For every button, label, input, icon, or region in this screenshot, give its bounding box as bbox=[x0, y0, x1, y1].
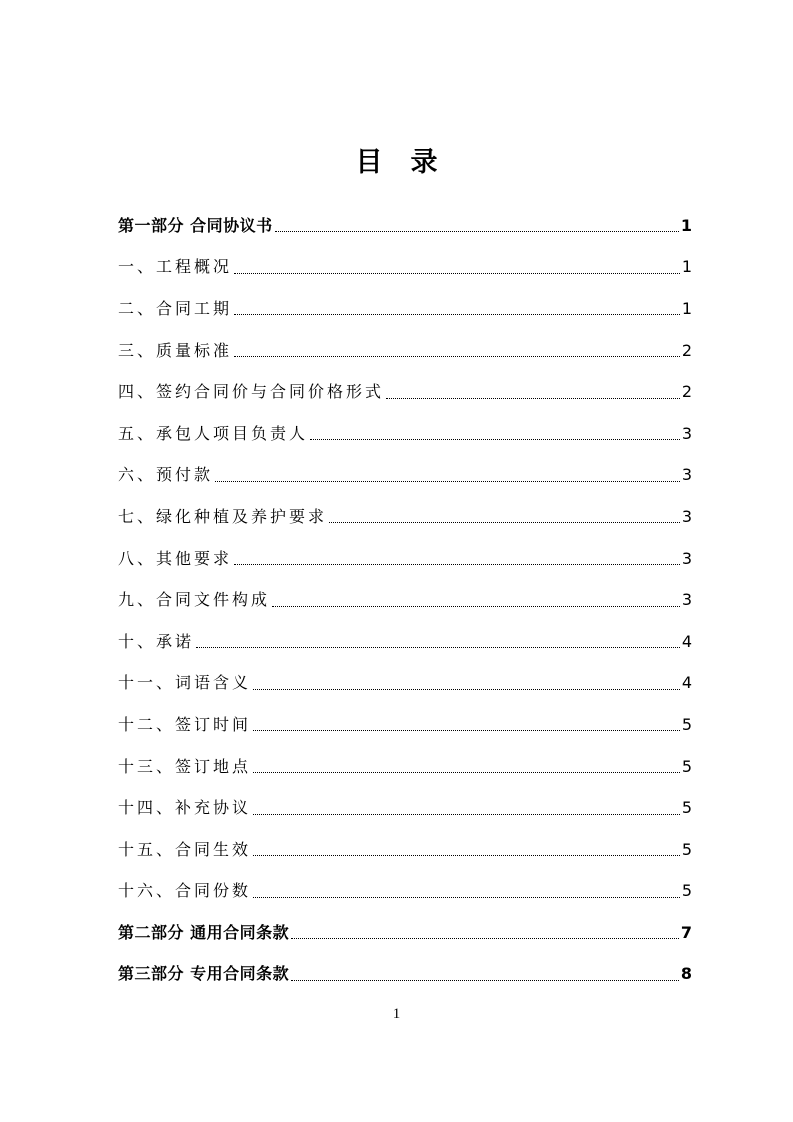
toc-entry[interactable] bbox=[118, 538, 692, 580]
toc-entry-page-number: 8 bbox=[680, 964, 692, 984]
toc-dot-leader bbox=[215, 481, 680, 482]
toc-entry-label: 四、签约合同价与合同价格形式 bbox=[118, 382, 385, 402]
toc-dot-leader bbox=[253, 814, 680, 815]
toc-entry[interactable] bbox=[118, 455, 692, 497]
toc-entry[interactable] bbox=[118, 330, 692, 372]
toc-entry-page-number: 4 bbox=[681, 631, 692, 651]
toc-entry[interactable] bbox=[118, 496, 692, 538]
toc-entry-page-number: 3 bbox=[681, 506, 692, 526]
toc-entry-label: 第三部分 专用合同条款 bbox=[118, 964, 290, 984]
toc-entry-label: 第二部分 通用合同条款 bbox=[118, 922, 290, 942]
toc-entry[interactable] bbox=[118, 579, 692, 621]
toc-dot-leader bbox=[196, 647, 680, 648]
toc-entry-label: 三、质量标准 bbox=[118, 340, 233, 360]
toc-entry[interactable] bbox=[118, 787, 692, 829]
toc-entry-page-number: 5 bbox=[681, 839, 692, 859]
toc-entry[interactable] bbox=[118, 663, 692, 705]
toc-entry-page-number: 1 bbox=[680, 215, 692, 235]
toc-dot-leader bbox=[291, 938, 679, 939]
toc-entry-page-number: 5 bbox=[681, 714, 692, 734]
toc-entry-label: 十一、词语含义 bbox=[118, 673, 252, 693]
toc-dot-leader bbox=[234, 314, 680, 315]
toc-dot-leader bbox=[253, 730, 680, 731]
toc-entry-label: 九、合同文件构成 bbox=[118, 590, 271, 610]
toc-entry[interactable] bbox=[118, 288, 692, 330]
toc-dot-leader bbox=[310, 439, 680, 440]
toc-entry-page-number: 5 bbox=[681, 881, 692, 901]
toc-dot-leader bbox=[253, 897, 680, 898]
toc-entry[interactable] bbox=[118, 247, 692, 289]
toc-entry-label: 五、承包人项目负责人 bbox=[118, 423, 309, 443]
toc-entry-part[interactable] bbox=[118, 954, 692, 996]
toc-entry-page-number: 4 bbox=[681, 673, 692, 693]
toc-entry[interactable] bbox=[118, 621, 692, 663]
toc-entry-part[interactable] bbox=[118, 205, 692, 247]
toc-entry[interactable] bbox=[118, 829, 692, 871]
toc-entry-label: 十三、签订地点 bbox=[118, 756, 252, 776]
toc-entry[interactable] bbox=[118, 871, 692, 913]
toc-entry-label: 十六、合同份数 bbox=[118, 881, 252, 901]
toc-entry-part[interactable] bbox=[118, 912, 692, 954]
toc-entry-label: 六、预付款 bbox=[118, 465, 214, 485]
toc-entry-page-number: 2 bbox=[681, 382, 692, 402]
toc-dot-leader bbox=[253, 855, 680, 856]
toc-entry[interactable] bbox=[118, 746, 692, 788]
toc-entry-page-number: 2 bbox=[681, 340, 692, 360]
toc-entry-page-number: 5 bbox=[681, 756, 692, 776]
toc-dot-leader bbox=[234, 273, 680, 274]
toc-entry-page-number: 3 bbox=[681, 423, 692, 443]
toc-entry-label: 一、工程概况 bbox=[118, 257, 233, 277]
toc-dot-leader bbox=[291, 980, 679, 981]
toc-entry[interactable] bbox=[118, 371, 692, 413]
toc-entry-page-number: 1 bbox=[681, 257, 692, 277]
toc-entry-label: 十四、补充协议 bbox=[118, 798, 252, 818]
toc-dot-leader bbox=[253, 772, 680, 773]
toc-entry-label: 第一部分 合同协议书 bbox=[118, 215, 273, 235]
toc-dot-leader bbox=[386, 398, 680, 399]
toc-entry-label: 十二、签订时间 bbox=[118, 714, 252, 734]
toc-entry-page-number: 7 bbox=[680, 922, 692, 942]
toc-dot-leader bbox=[275, 231, 679, 232]
toc-title: 目录 bbox=[355, 147, 466, 178]
toc-dot-leader bbox=[253, 689, 680, 690]
toc-dot-leader bbox=[272, 606, 680, 607]
toc-entry-page-number: 3 bbox=[681, 548, 692, 568]
toc-entry-page-number: 5 bbox=[681, 798, 692, 818]
toc-entry-label: 十五、合同生效 bbox=[118, 839, 252, 859]
toc-dot-leader bbox=[234, 356, 680, 357]
page-number: 1 bbox=[392, 1006, 401, 1022]
toc-entry-label: 十、承诺 bbox=[118, 631, 195, 651]
toc-entry[interactable] bbox=[118, 704, 692, 746]
toc-entry[interactable] bbox=[118, 413, 692, 455]
toc-list bbox=[118, 205, 692, 995]
toc-entry-label: 八、其他要求 bbox=[118, 548, 233, 568]
toc-entry-page-number: 3 bbox=[681, 465, 692, 485]
toc-entry-label: 二、合同工期 bbox=[118, 298, 233, 318]
toc-dot-leader bbox=[234, 564, 680, 565]
toc-entry-label: 七、绿化种植及养护要求 bbox=[118, 506, 328, 526]
toc-dot-leader bbox=[329, 522, 680, 523]
toc-entry-page-number: 3 bbox=[681, 590, 692, 610]
toc-entry-page-number: 1 bbox=[681, 298, 692, 318]
